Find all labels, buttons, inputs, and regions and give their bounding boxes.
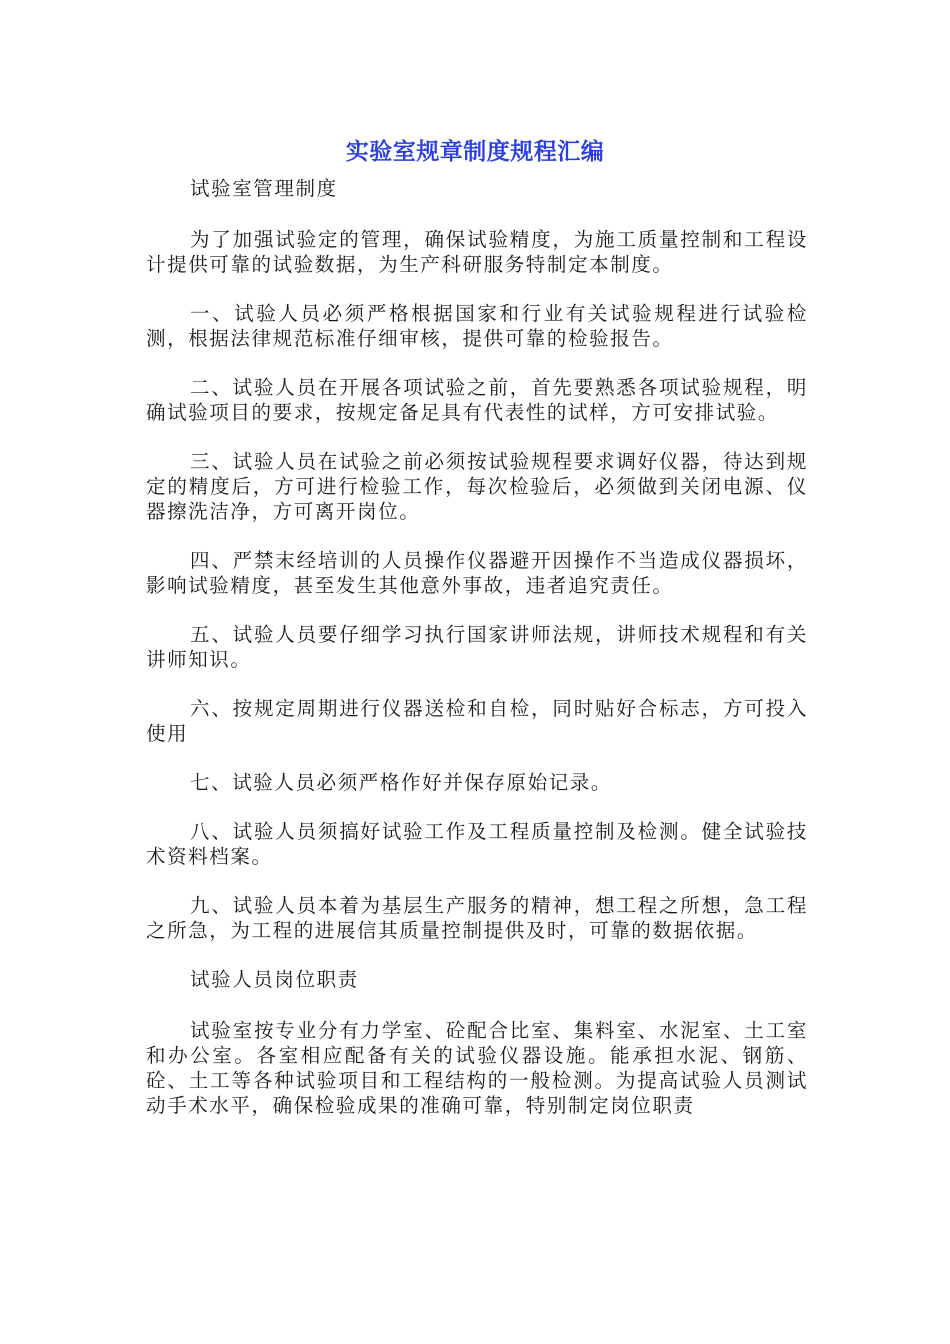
rule-paragraph-8: 八、试验人员须搞好试验工作及工程质量控制及检测。健全试验技术资料档案。	[146, 820, 808, 868]
rule-paragraph-6: 六、按规定周期进行仪器送检和自检，同时贴好合标志，方可投入使用	[146, 697, 808, 745]
intro-paragraph: 为了加强试验定的管理，确保试验精度，为施工质量控制和工程设计提供可靠的试验数据，为生产科研服务特制定本制度。	[146, 228, 808, 276]
section-heading-duties: 试验人员岗位职责	[190, 968, 359, 991]
rule-paragraph-3: 三、试验人员在试验之前必须按试验规程要求调好仪器，待达到规定的精度后，方可进行检验工作，每次检验后，必须做到关闭电源、仪器擦洗洁净，方可离开岗位。	[146, 450, 808, 523]
section-heading-management: 试验室管理制度	[190, 177, 338, 200]
rule-paragraph-1: 一、试验人员必须严格根据国家和行业有关试验规程进行试验检测，根据法律规范标准仔细审核，提供可靠的检验报告。	[146, 302, 808, 350]
rule-paragraph-5: 五、试验人员要仔细学习执行国家讲师法规，讲师技术规程和有关讲师知识。	[146, 623, 808, 671]
document-body	[146, 176, 808, 1142]
document-title: 实验室规章制度规程汇编	[345, 139, 605, 165]
rule-paragraph-2: 二、试验人员在开展各项试验之前，首先要熟悉各项试验规程，明确试验项目的要求，按规定备足具有代表性的试样，方可安排试验。	[146, 376, 808, 424]
rule-paragraph-9: 九、试验人员本着为基层生产服务的精神，想工程之所想，急工程之所急，为工程的进展信其质量控制提供及时，可靠的数据依据。	[146, 894, 808, 942]
duties-paragraph: 试验室按专业分有力学室、砼配合比室、集料室、水泥室、土工室和办公室。各室相应配备有关的试验仪器设施。能承担水泥、钢筋、砼、土工等各种试验项目和工程结构的一般检测。为提高试验人员测试动手术水平，确保检验成果的准确可靠，特别制定岗位职责	[146, 1019, 808, 1117]
rule-paragraph-7: 七、试验人员必须严格作好并保存原始记录。	[190, 771, 613, 794]
rule-paragraph-4: 四、严禁末经培训的人员操作仪器避开因操作不当造成仪器损坏，影响试验精度，甚至发生其他意外事故，违者追究责任。	[146, 549, 808, 597]
